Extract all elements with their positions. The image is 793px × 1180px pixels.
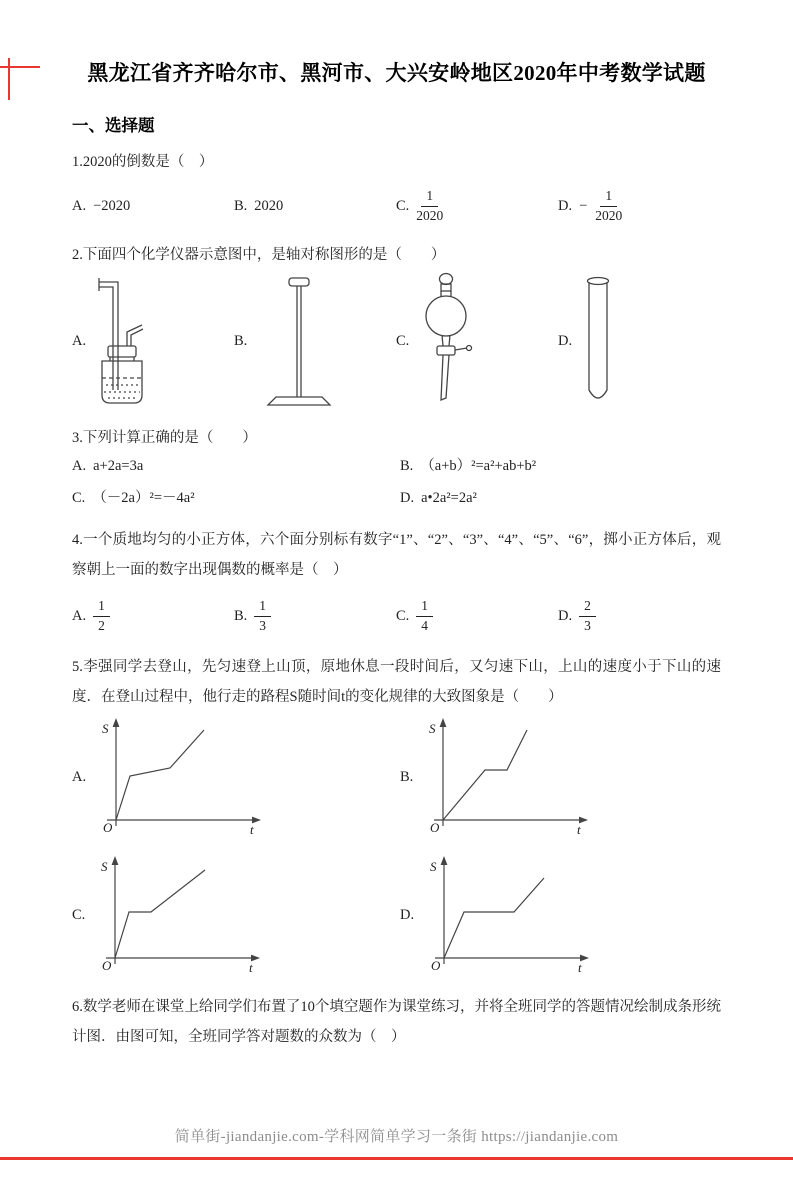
q5-graph-a <box>72 716 400 838</box>
fraction-numerator: 1 <box>254 598 271 616</box>
q2-text: 2.下面四个化学仪器示意图中，是轴对称图形的是（ ） <box>72 247 446 263</box>
q3-option-b <box>400 453 721 480</box>
q3-option-d <box>400 485 721 512</box>
distance-time-graph-a <box>94 716 269 838</box>
curve <box>115 870 205 958</box>
fraction <box>595 188 622 223</box>
q4-option-b <box>234 598 396 633</box>
test-tube-figure <box>581 270 615 412</box>
curve <box>443 730 527 820</box>
option-label: D. <box>558 332 573 349</box>
y-axis-label: S <box>429 721 436 736</box>
distance-time-graph-c <box>93 854 268 976</box>
q3-options <box>72 453 721 512</box>
origin-label: O <box>430 820 440 835</box>
option-label: B. <box>400 458 414 474</box>
option-label: A. <box>72 768 87 785</box>
option-label: B. <box>400 768 414 785</box>
option-value: a•2a²=2a² <box>421 490 477 506</box>
fraction-numerator: 1 <box>421 188 438 206</box>
q2-figure-d <box>558 270 721 412</box>
option-value: a+2a=3a <box>93 458 144 474</box>
option-label: A. <box>72 197 87 214</box>
fraction-denominator: 3 <box>259 617 267 633</box>
fraction-denominator: 3 <box>584 617 591 633</box>
red-corner-mark-vertical <box>8 58 10 100</box>
q4-option-c <box>396 598 558 633</box>
curve <box>116 730 204 820</box>
fraction-numerator: 1 <box>416 598 433 616</box>
q1-option-b <box>234 198 396 215</box>
fraction <box>416 598 433 633</box>
gas-washing-bottle-figure <box>95 270 165 412</box>
option-label: C. <box>396 607 410 624</box>
q2-figure-a <box>72 270 234 412</box>
q5-graph-b <box>400 716 721 838</box>
q3-option-c <box>72 485 400 512</box>
fraction-denominator: 2020 <box>416 207 444 223</box>
q5-graph-d <box>400 854 721 976</box>
option-label: D. <box>558 197 573 214</box>
q4-options <box>72 593 721 639</box>
fraction-denominator: 2 <box>98 617 105 633</box>
separating-funnel-figure <box>418 270 474 412</box>
fraction-denominator: 2020 <box>595 207 623 223</box>
q2-figure-c <box>396 270 558 412</box>
fraction <box>93 598 110 633</box>
distance-time-graph-b <box>421 716 596 838</box>
option-label: C. <box>396 332 410 349</box>
origin-label: O <box>102 958 112 973</box>
page-title: 黑龙江省齐齐哈尔市、黑河市、大兴安岭地区2020年中考数学试题 <box>87 61 706 85</box>
footer-text: 简单街-jiandanjie.com-学科网简单学习一条街 https://jiandanjie.com <box>174 1129 619 1145</box>
option-label: B. <box>234 607 248 624</box>
q1-option-a <box>72 198 234 215</box>
y-axis-label: S <box>430 859 437 874</box>
option-label: A. <box>72 332 87 349</box>
y-axis-label: S <box>101 859 108 874</box>
fraction <box>579 598 596 633</box>
q3-option-a <box>72 453 400 480</box>
fraction-sign: − <box>579 197 588 214</box>
x-axis-label: t <box>577 822 581 837</box>
q2-figures <box>72 270 721 412</box>
option-label: D. <box>558 607 573 624</box>
fraction <box>416 188 443 223</box>
q4-text: 4.一个质地均匀的小正方体，六个面分别标有数字“1”、“2”、“3”、“4”、“5”、“6”，掷小正方体后，观察朝上一面的数字出现偶数的概率是（ ） <box>72 532 721 578</box>
q4-option-d <box>558 598 721 633</box>
option-label: A. <box>72 607 87 624</box>
origin-label: O <box>103 820 113 835</box>
option-value: （a+b）²=a²+ab+b² <box>420 458 537 474</box>
q5-graph-c <box>72 854 400 976</box>
x-axis-label: t <box>250 822 254 837</box>
option-value: −2020 <box>93 197 131 214</box>
option-label: C. <box>72 490 86 506</box>
exam-page <box>0 58 793 1052</box>
option-label: B. <box>234 332 248 349</box>
y-axis-label: S <box>102 721 109 736</box>
q1-options <box>72 183 721 229</box>
fraction <box>254 598 271 633</box>
section-heading: 一、选择题 <box>72 116 155 135</box>
q1-option-d <box>558 188 721 223</box>
q1-text: 1.2020的倒数是（ ） <box>72 154 214 170</box>
fraction-numerator: 1 <box>600 188 617 206</box>
q6-text: 6.数学老师在课堂上给同学们布置了10个填空题作为课堂练习，并将全班同学的答题情况绘制成条形统计图．由图可知，全班同学答对题数的众数为（ ） <box>72 999 721 1045</box>
q1-option-c <box>396 188 558 223</box>
fraction-numerator: 1 <box>93 598 110 616</box>
q5-text: 5.李强同学去登山，先匀速登上山顶，原地休息一段时间后，又匀速下山，上山的速度小于下山的速度．在登山过程中，他行走的路程S随时间t的变化规律的大致图象是（ ） <box>72 659 721 705</box>
x-axis-label: t <box>578 960 582 975</box>
iron-stand-figure <box>256 270 341 412</box>
option-label: D. <box>400 490 415 506</box>
fraction-denominator: 4 <box>421 617 429 633</box>
curve <box>444 878 544 958</box>
bottom-red-line <box>0 1157 793 1160</box>
q5-graphs <box>72 716 721 976</box>
x-axis-label: t <box>249 960 253 975</box>
option-value: （－2a）²=－4a² <box>92 490 195 506</box>
option-label: C. <box>396 197 410 214</box>
q3-text: 3.下列计算正确的是（ ） <box>72 430 257 446</box>
option-label: A. <box>72 458 87 474</box>
red-corner-mark-horizontal <box>0 66 40 68</box>
q2-figure-b <box>234 270 396 412</box>
q4-option-a <box>72 598 234 633</box>
fraction-numerator: 2 <box>579 598 596 616</box>
option-label: C. <box>72 906 86 923</box>
option-label: D. <box>400 906 415 923</box>
distance-time-graph-d <box>422 854 597 976</box>
origin-label: O <box>431 958 441 973</box>
option-value: 2020 <box>254 197 284 214</box>
option-label: B. <box>234 197 248 214</box>
